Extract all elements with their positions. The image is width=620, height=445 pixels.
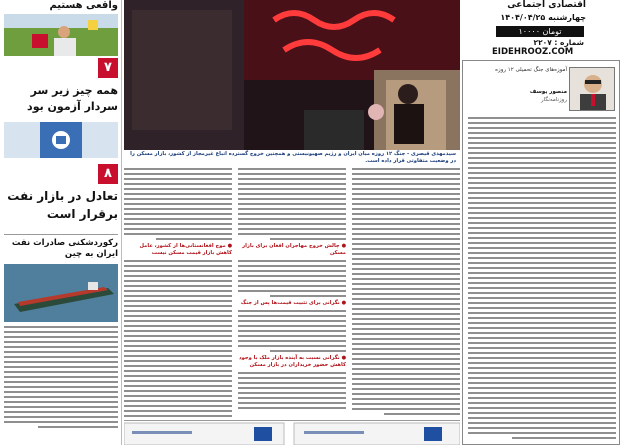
column-body	[468, 117, 616, 441]
rail-headline-line1: رکوردشکنی صادرات نفت	[11, 238, 118, 248]
rail-body-text	[4, 326, 118, 441]
left-rail	[0, 0, 122, 445]
rail-headline: واقعی هستیم	[49, 0, 118, 11]
right-section	[462, 0, 620, 445]
rail-headline-line2: سردار آزمون بود	[27, 100, 118, 113]
rail-headline-line2: برقرار است	[46, 207, 118, 221]
article-subhead: ● موج افغانستانی‌ها از کشور، عامل کاهش بازار قیمت مسکن نیست	[139, 243, 232, 256]
opec-photo	[4, 122, 118, 158]
article-column-middle	[238, 168, 346, 420]
issue-number: شماره : ۲۲۰۷	[533, 38, 584, 47]
hero-caption: سیدمهدی قیصری - جنگ ۱۲ روزه میان ایران و رژیم صهیونیستی و همچنین خروج گسترده اتباع غیرمجاز از کشور، بازار مسکن را در وضعیت متفاوتی قرار داده است.	[130, 151, 456, 164]
rail-story-4[interactable]	[4, 234, 118, 264]
opinion-column	[462, 60, 620, 445]
rail-headline-line1: همه چیز زیر سر	[30, 84, 118, 97]
price-badge: ۱۰۰۰۰ تومان	[496, 26, 584, 37]
rail-story-3[interactable]	[4, 160, 118, 232]
number-badge-icon: ۸	[98, 164, 118, 184]
center-section	[124, 0, 460, 445]
athlete-photo	[4, 14, 118, 56]
rail-story-1[interactable]	[4, 0, 118, 14]
rail-headline-line2: ایران به چین	[64, 249, 118, 259]
column-kicker: آموزه‌های جنگ تحمیلی ۱۲ روزه	[495, 67, 567, 73]
site-url[interactable]: EIDEHROOZ.COM	[492, 47, 574, 57]
ad-strip	[124, 420, 460, 445]
number-badge-icon: ۷	[98, 58, 118, 78]
hero-photo	[124, 0, 460, 150]
article-column-right	[352, 168, 460, 420]
tanker-photo	[4, 264, 118, 322]
author-photo	[569, 67, 615, 111]
author-role: روزنامه‌نگار	[541, 97, 567, 103]
author-name: منصور یوسف	[529, 89, 567, 95]
category-label: اقتصادی اجتماعی	[507, 0, 586, 10]
article-subhead: ● چالش خروج مهاجران افغان برای بازار مسکن	[242, 243, 346, 256]
issue-date: چهارشنبه ۱۴۰۴/۰۴/۲۵	[500, 13, 586, 22]
masthead	[462, 0, 620, 58]
article-column-left	[124, 168, 232, 420]
article-subhead: ● نگرانی برای تثبیت قیمت‌ها پس از جنگ	[240, 300, 346, 306]
rail-story-2[interactable]	[4, 58, 118, 120]
article-subhead: ● نگرانی نسبت به آینده بازار ملک با وجود کاهش حضور خریداران در بازار مسکن	[238, 355, 346, 368]
rail-headline-line1: تعادل در بازار نفت	[7, 189, 118, 203]
